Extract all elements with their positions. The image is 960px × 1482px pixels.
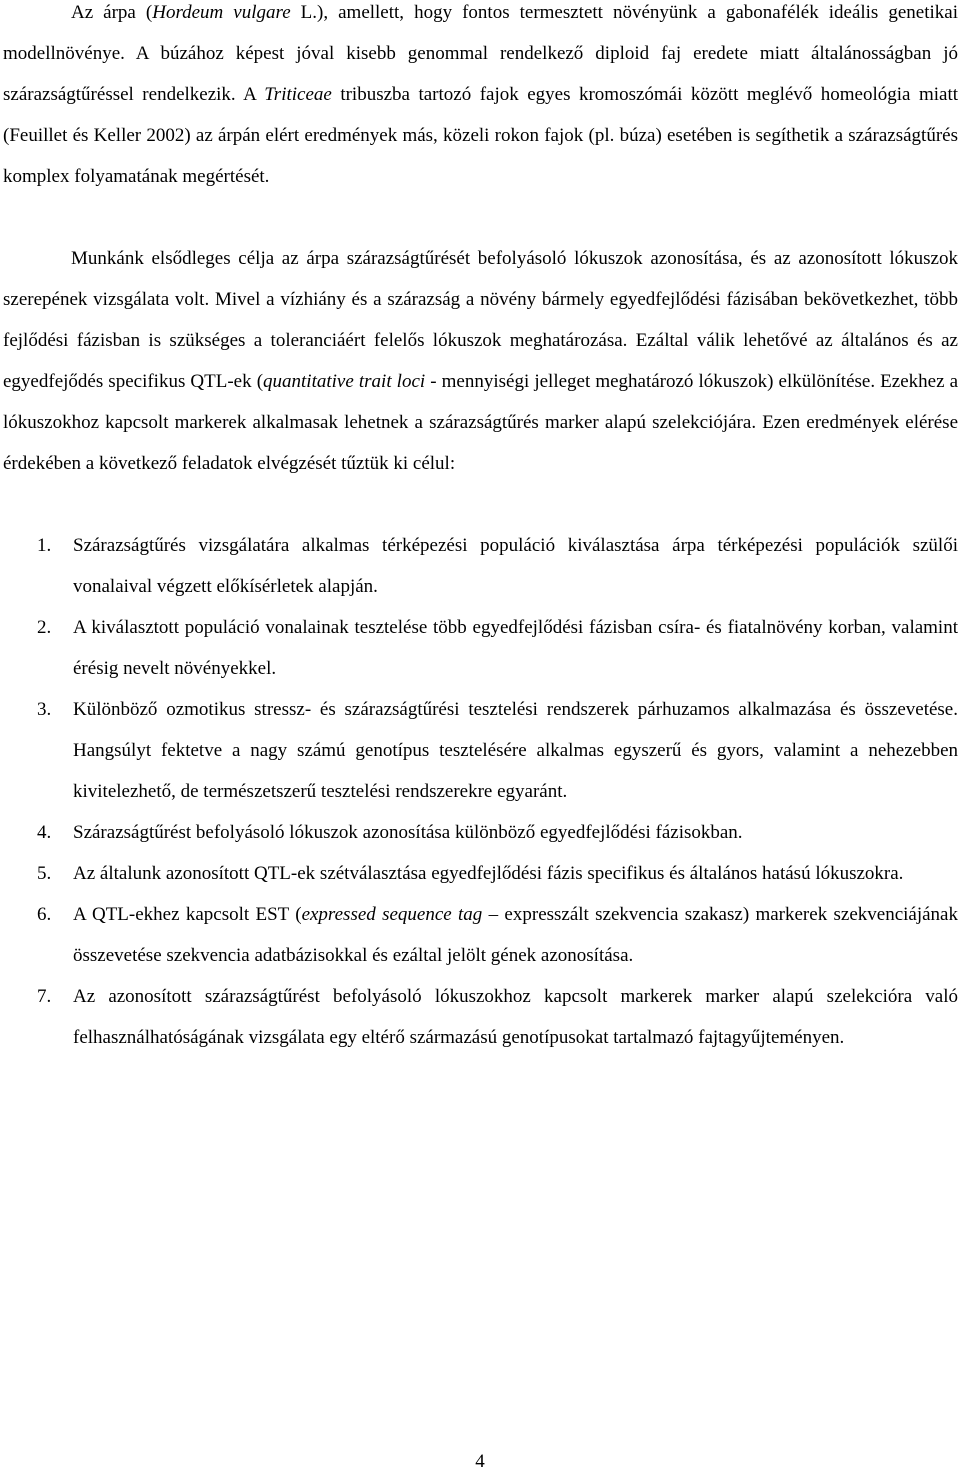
tribe-name: Triticeae xyxy=(264,84,332,105)
page-number: 4 xyxy=(475,1451,485,1472)
list-item xyxy=(3,607,958,689)
list-number: 5. xyxy=(37,863,52,884)
intro-paragraph xyxy=(3,0,958,197)
list-item xyxy=(3,812,958,853)
paragraph-text: Munkánk elsődleges célja az árpa szárazságtűrését befolyásoló lókuszok azonosítása, és az azonosított lókuszok szerepének vizsgálata volt. Mivel a vízhiány és a szárazság a növény bármely egyedfejlődési fázisában bekövetkezhet, több fejlődési fázisban is szükséges a toleranciáért felelős lókuszok meghatározása. Ezáltal válik lehetővé az általános és az egyedfejődés specifikus QTL-ek ( xyxy=(3,248,958,392)
list-text: – expresszált szekvencia szakasz) markerek szekvenciájának összevetése szekvencia adatbázisokkal és ezáltal jelölt gének azonosítása. xyxy=(73,904,958,966)
list-item xyxy=(3,976,958,1058)
list-item xyxy=(3,525,958,607)
list-number: 3. xyxy=(37,699,52,720)
list-text: A QTL-ekhez kapcsolt EST ( xyxy=(73,904,302,925)
list-item xyxy=(3,853,958,894)
list-number: 2. xyxy=(37,617,52,638)
list-item xyxy=(3,689,958,812)
list-text: Különböző ozmotikus stressz- és szárazságtűrési tesztelési rendszerek párhuzamos alkalmazása és összevetése. Hangsúlyt fektetve a nagy számú genotípus tesztelésére alkalmas egyszerű és gyors, valamint a nehezebben kivitelezhető, de természetszerű tesztelési rendszerekre egyaránt. xyxy=(73,699,958,802)
objectives-list xyxy=(3,525,958,1058)
qtl-term: quantitative trait loci xyxy=(263,371,426,392)
list-text: Az azonosított szárazságtűrést befolyásoló lókuszokhoz kapcsolt markerek marker alapú szelekcióra való felhasználhatóságának vizsgálata egy eltérő származású genotípusokat tartalmazó fajtagyűjteményen. xyxy=(73,986,958,1048)
list-number: 7. xyxy=(37,986,52,1007)
paragraph-text: - mennyiségi jelleget meghatározó lókuszok) elkülönítése. Ezekhez a lókuszokhoz kapcsolt markerek alkalmasak lehetnek a szárazságtűrés marker alapú szelekciójára. Ezen eredmények elérése érdekében a következő feladatok elvégzését tűztük ki célul: xyxy=(3,371,959,474)
list-number: 4. xyxy=(37,822,52,843)
aims-paragraph xyxy=(3,238,958,484)
paragraph-text: tribuszba tartozó fajok egyes kromoszómái között meglévő homeológia miatt (Feuillet és Keller 2002) az árpán elért eredmények más, közeli rokon fajok (pl. búza) esetében is segíthetik a szárazságtűrés komplex folyamatának megértését. xyxy=(3,84,958,187)
list-number: 1. xyxy=(37,535,52,556)
est-term: expressed sequence tag xyxy=(301,904,483,925)
list-number: 6. xyxy=(37,904,52,925)
list-text: A kiválasztott populáció vonalainak tesztelése több egyedfejlődési fázisban csíra- és fiatalnövény korban, valamint érésig nevelt növényekkel. xyxy=(73,617,958,679)
list-text: Szárazságtűrést befolyásoló lókuszok azonosítása különböző egyedfejlődési fázisokban. xyxy=(73,822,743,843)
list-item xyxy=(3,894,958,976)
list-text: Az általunk azonosított QTL-ek szétválasztása egyedfejlődési fázis specifikus és általános hatású lókuszokra. xyxy=(73,863,904,884)
species-name: Hordeum vulgare xyxy=(152,2,291,23)
paragraph-text: L.), amellett, hogy fontos termesztett növényünk a gabonafélék ideális genetikai modellnövénye. A búzához képest jóval kisebb genommal rendelkező diploid faj eredete miatt általánosságban jó szárazságtűréssel rendelkezik. A xyxy=(3,2,958,105)
paragraph-text: Az árpa ( xyxy=(71,2,153,23)
list-text: Szárazságtűrés vizsgálatára alkalmas térképezési populáció kiválasztása árpa térképezési populációk szülői vonalaival végzett előkísérletek alapján. xyxy=(73,535,958,597)
